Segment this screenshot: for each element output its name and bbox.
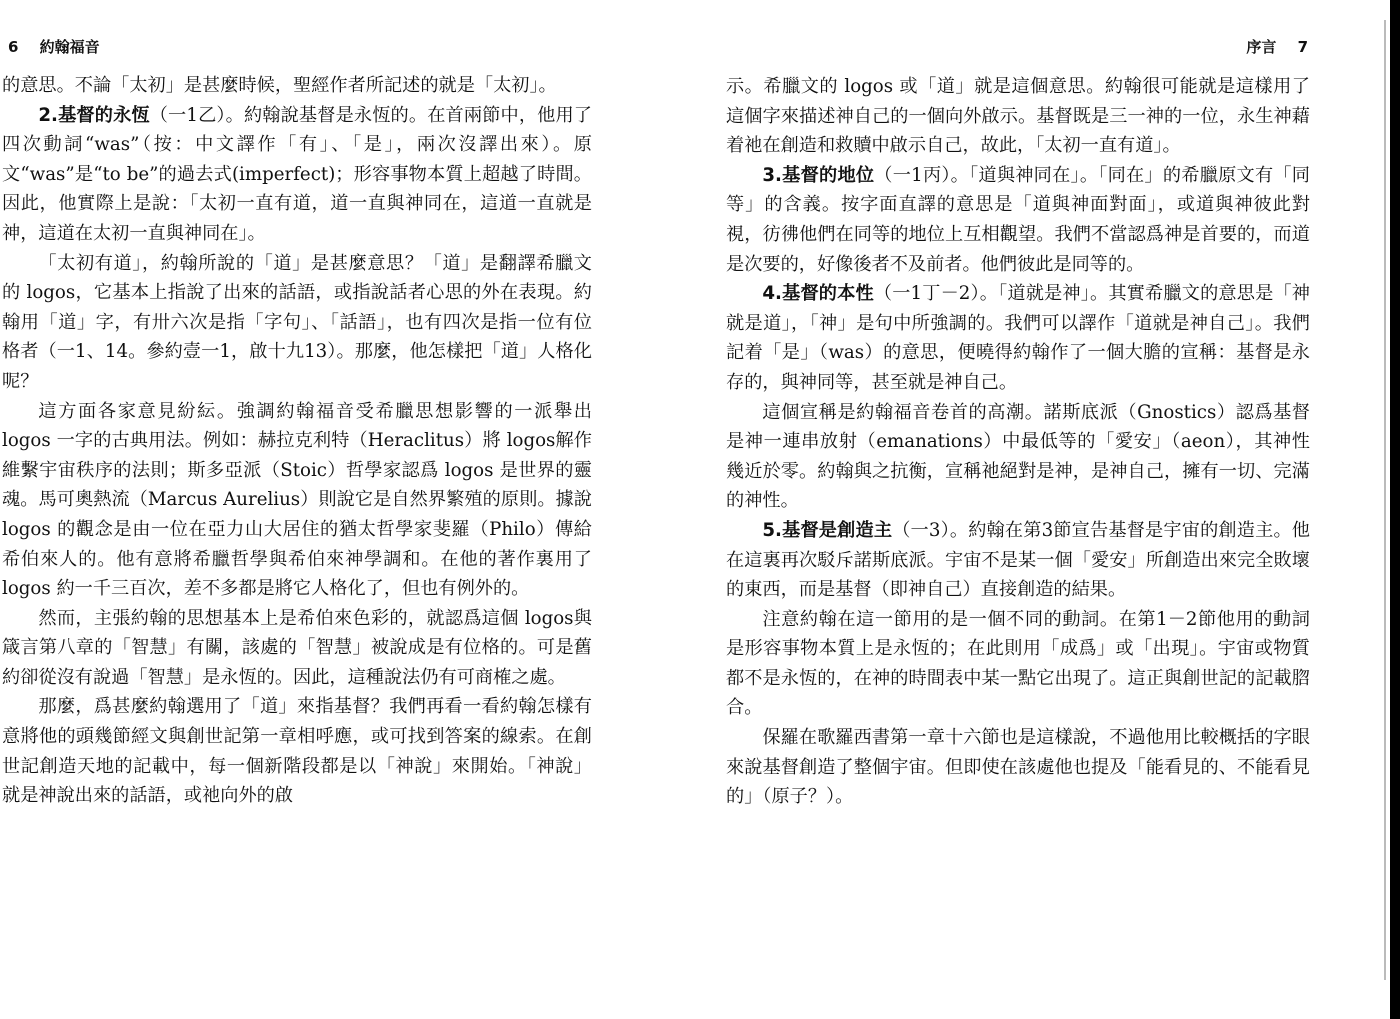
paragraph: 那麼，爲甚麼約翰選用了「道」來指基督？我們再看一看約翰怎樣有意將他的頭幾節經文與創世記第一章相呼應，或可找到答案的線索。在創世記創造天地的記載中，每一個新階段都是以「神說」來開始。「神說」就是神說出來的話語，或祂向外的啟 [2,696,592,807]
left-page-number: 6 [8,38,19,56]
paragraph: 「太初有道」，約翰所說的「道」是甚麼意思？「道」是翻譯希臘文的 logos，它基本上指說了出來的話語，或指說話者心思的外在表現。約翰用「道」字，有卅六次是指「字句」、「話語」，也有四次是指一位有位格者（一1、14。參約壹一1，啟十九13）。那麼，他怎樣把「道」人格化呢？ [2,252,592,392]
left-page-body [2,71,592,811]
right-page-header [1246,36,1308,57]
scan-gutter-line [1384,20,1386,980]
scan-edge [1390,0,1400,1019]
paragraph: 4.基督的本性（一1丁－2）。「道就是神」。其實希臘文的意思是「神就是道」，「神」是句中所強調的。我們可以譯作「道就是神自己」。我們記着「是」（was）的意思，便曉得約翰作了一個大膽的宣稱：基督是永存的，與神同等，甚至就是神自己。 [726,283,1310,393]
paragraph: 3.基督的地位（一1丙）。「道與神同在」。「同在」的希臘原文有「同等」的含義。按字面直譯的意思是「道與神面對面」，或道與神彼此對視，彷彿他們在同等的地位上互相觀望。我們不當認爲神是首要的，而道是次要的，好像後者不及前者。他們彼此是同等的。 [726,164,1310,275]
paragraph: 5.基督是創造主（一3）。約翰在第3節宣告基督是宇宙的創造主。他在這裏再次駁斥諾斯底派。宇宙不是某一個「愛安」所創造出來完全敗壞的東西，而是基督（即神自己）直接創造的結果。 [726,519,1310,601]
paragraph: 然而，主張約翰的思想基本上是希伯來色彩的，就認爲這個 logos與箴言第八章的「智慧」有關，該處的「智慧」被說成是有位格的。可是舊約卻從沒有說過「智慧」是永恆的。因此，這種說法仍有可商榷之處。 [2,607,592,688]
right-running-title: 序言 [1246,38,1277,56]
section-heading: 3.基督的地位 [762,164,875,186]
paragraph: 示。希臘文的 logos 或「道」就是這個意思。約翰很可能就是這樣用了這個字來描述神自己的一個向外啟示。基督既是三一神的一位，永生神藉着祂在創造和救贖中啟示自己，故此，「太初一直有道」。 [726,76,1310,157]
paragraph: 這方面各家意見紛紜。強調約翰福音受希臘思想影響的一派舉出 logos 一字的古典用法。例如：赫拉克利特（Heraclitus）將 logos解作維繫宇宙秩序的法則；斯多亞派（Stoic）哲學家認爲 logos 是世界的靈魂。馬可奧熱流（Marcus Aurelius）則說它是自然界繁殖的原則。據說 logos 的觀念是由一位在亞力山大居住的猶太哲學家斐羅（Philo）傳給希伯來人的。他有意將希臘哲學與希伯來神學調和。在他的著作裏用了 logos 約一千三百次，差不多都是將它人格化了，但也有例外的。 [2,400,592,600]
section-heading: 4.基督的本性 [762,283,874,305]
paragraph: 這個宣稱是約翰福音卷首的高潮。諾斯底派（Gnostics）認爲基督是神一連串放射（emanations）中最低等的「愛安」（aeon），其神性幾近於零。約翰與之抗衡，宣稱祂絕對是神，是神自己，擁有一切、完滿的神性。 [726,401,1310,512]
paragraph: 2.基督的永恆（一1乙）。約翰說基督是永恆的。在首兩節中，他用了四次動詞“was”（按：中文譯作「有」、「是」，兩次沒譯出來）。原文“was”是“to be”的過去式(imperfect)；形容事物本質上超越了時間。因此，他實際上是說：「太初一直有道，道一直與神同在，這道一直就是神，這道在太初一直與神同在」。 [2,104,592,244]
left-page-header [8,36,100,57]
paragraph: 注意約翰在這一節用的是一個不同的動詞。在第1－2節他用的動詞是形容事物本質上是永恆的；在此則用「成爲」或「出現」。宇宙或物質都不是永恆的，在神的時間表中某一點它出現了。這正與創世記的記載脗合。 [726,608,1310,719]
paragraph: 保羅在歌羅西書第一章十六節也是這樣說，不過他用比較概括的字眼來說基督創造了整個宇宙。但即使在該處他也提及「能看見的、不能看見的」（原子？）。 [726,727,1310,808]
right-page-body [726,72,1310,812]
right-page [700,0,1400,1019]
paragraph: 的意思。不論「太初」是甚麼時候，聖經作者所記述的就是「太初」。 [2,75,557,96]
right-page-number: 7 [1297,38,1308,56]
left-running-title: 約翰福音 [39,38,100,56]
section-heading: 2.基督的永恆 [38,104,150,126]
section-heading: 5.基督是創造主 [762,519,893,541]
